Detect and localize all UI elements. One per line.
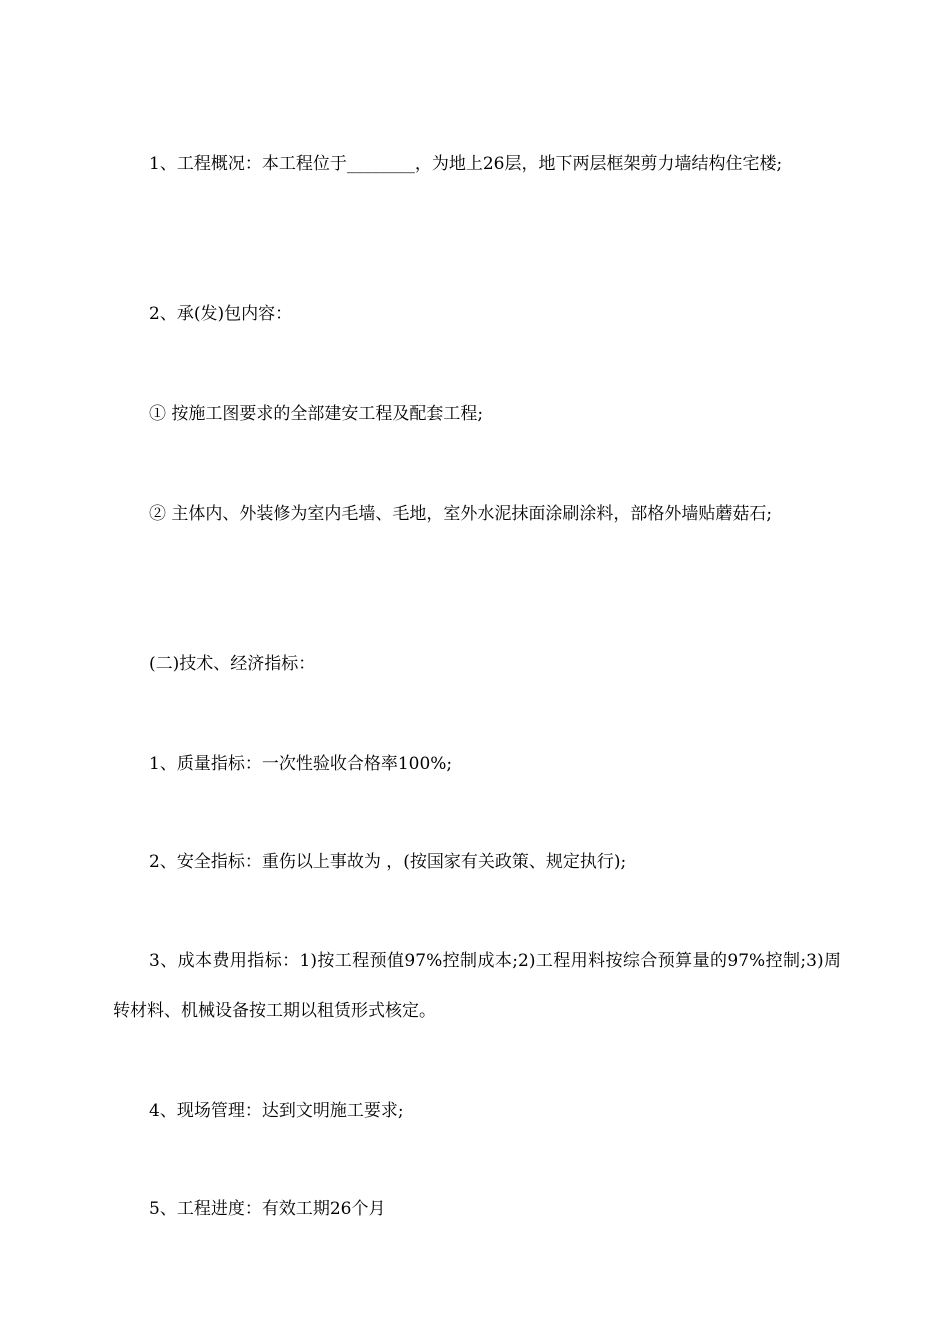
section-heading-indicators: (二)技术、经济指标： bbox=[149, 654, 316, 674]
paragraph-schedule: 5、工程进度：有效工期26个月 bbox=[149, 1199, 386, 1219]
paragraph-scope-item-2: ② 主体内、外装修为室内毛墙、毛地，室外水泥抹面涂刷涂料，部格外墙贴蘑菇石; bbox=[149, 504, 773, 524]
paragraph-contract-scope: 2、承(发)包内容： bbox=[149, 304, 293, 324]
paragraph-scope-item-1: ① 按施工图要求的全部建安工程及配套工程; bbox=[149, 404, 484, 424]
paragraph-cost-indicator: 3、成本费用指标：1)按工程预值97%控制成本;2)工程用料按综合预算量的97%控制;3)周转材料、机械设备按工期以租赁形式核定。 bbox=[113, 951, 841, 1021]
paragraph-site-management: 4、现场管理：达到文明施工要求; bbox=[149, 1101, 404, 1121]
paragraph-project-overview: 1、工程概况：本工程位于________，为地上26层，地下两层框架剪力墙结构住宅楼; bbox=[149, 154, 783, 174]
paragraph-safety-indicator: 2、安全指标：重伤以上事故为 ，(按国家有关政策、规定执行); bbox=[149, 852, 627, 872]
paragraph-quality-indicator: 1、质量指标：一次性验收合格率100%; bbox=[149, 754, 453, 774]
